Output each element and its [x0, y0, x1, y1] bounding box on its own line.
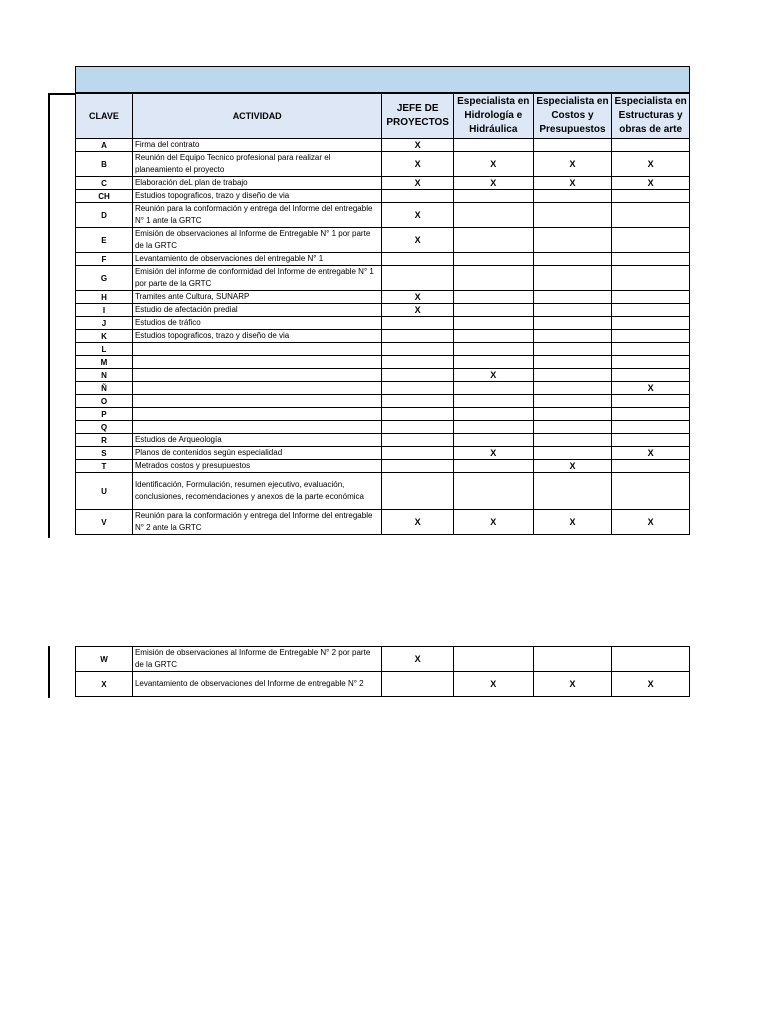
estructuras-mark-cell: [612, 203, 690, 228]
jefe-mark-cell: [382, 266, 453, 291]
jefe-mark-cell: [382, 190, 453, 203]
table-row: [76, 434, 690, 447]
header-hidrologia: Especialista en Hidrología e Hidráulica: [453, 93, 533, 139]
costos-mark-cell: [533, 382, 612, 395]
table-row: [76, 304, 690, 317]
clave-cell: Ñ: [76, 382, 133, 395]
table-row: [76, 369, 690, 382]
estructuras-mark-cell: [612, 266, 690, 291]
jefe-mark-cell: X: [382, 228, 453, 253]
estructuras-mark-cell: X: [612, 382, 690, 395]
jefe-mark-cell: [382, 460, 453, 473]
jefe-mark-cell: X: [382, 291, 453, 304]
hidrologia-mark-cell: [453, 356, 533, 369]
costos-mark-cell: X: [533, 177, 612, 190]
table-row: [76, 672, 690, 697]
estructuras-mark-cell: X: [612, 177, 690, 190]
actividad-cell: Identificación, Formulación, resumen ejecutivo, evaluación, conclusiones, recomendaciones y anexos de la parte económica: [132, 473, 382, 510]
clave-cell: P: [76, 408, 133, 421]
jefe-mark-cell: [382, 330, 453, 343]
table-row: [76, 203, 690, 228]
clave-cell: B: [76, 152, 133, 177]
actividad-cell: Reunión del Equipo Tecnico profesional para realizar el planeamiento el proyecto: [132, 152, 382, 177]
costos-mark-cell: X: [533, 510, 612, 535]
costos-mark-cell: [533, 647, 612, 672]
clave-cell: W: [76, 647, 133, 672]
clave-cell: F: [76, 253, 133, 266]
jefe-mark-cell: [382, 672, 453, 697]
jefe-mark-cell: [382, 343, 453, 356]
clave-cell: D: [76, 203, 133, 228]
table-row: [76, 460, 690, 473]
costos-mark-cell: X: [533, 152, 612, 177]
estructuras-mark-cell: X: [612, 152, 690, 177]
actividad-cell: [132, 395, 382, 408]
clave-cell: E: [76, 228, 133, 253]
costos-mark-cell: [533, 408, 612, 421]
costos-mark-cell: X: [533, 672, 612, 697]
jefe-mark-cell: [382, 395, 453, 408]
actividad-cell: Firma del contrato: [132, 139, 382, 152]
clave-cell: C: [76, 177, 133, 190]
hidrologia-mark-cell: X: [453, 177, 533, 190]
hidrologia-mark-cell: X: [453, 447, 533, 460]
actividad-cell: Emisión de observaciones al Informe de Entregable N° 2 por parte de la GRTC: [132, 647, 382, 672]
table-row: [76, 266, 690, 291]
jefe-mark-cell: [382, 356, 453, 369]
actividad-cell: [132, 356, 382, 369]
jefe-mark-cell: X: [382, 304, 453, 317]
header-jefe-proyectos: JEFE DE PROYECTOS: [382, 93, 453, 139]
actividad-cell: Levantamiento de observaciones del entregable N° 1: [132, 253, 382, 266]
clave-cell: K: [76, 330, 133, 343]
hidrologia-mark-cell: [453, 304, 533, 317]
table-row: [76, 382, 690, 395]
table-row: [76, 395, 690, 408]
table-row: [76, 177, 690, 190]
jefe-mark-cell: X: [382, 203, 453, 228]
costos-mark-cell: [533, 447, 612, 460]
actividad-cell: Emisión de observaciones al Informe de Entregable N° 1 por parte de la GRTC: [132, 228, 382, 253]
table-row: [76, 343, 690, 356]
table-row: [76, 317, 690, 330]
table-row: [76, 473, 690, 510]
hidrologia-mark-cell: [453, 266, 533, 291]
hidrologia-mark-cell: [453, 473, 533, 510]
hidrologia-mark-cell: [453, 382, 533, 395]
costos-mark-cell: X: [533, 460, 612, 473]
clave-cell: O: [76, 395, 133, 408]
costos-mark-cell: [533, 304, 612, 317]
actividad-cell: Estudio de afectación predial: [132, 304, 382, 317]
header-estructuras: Especialista en Estructuras y obras de arte: [612, 93, 690, 139]
estructuras-mark-cell: [612, 228, 690, 253]
costos-mark-cell: [533, 228, 612, 253]
table-row: [76, 447, 690, 460]
table-row: [76, 408, 690, 421]
actividad-cell: [132, 369, 382, 382]
hidrologia-mark-cell: [453, 434, 533, 447]
estructuras-mark-cell: [612, 330, 690, 343]
hidrologia-mark-cell: [453, 330, 533, 343]
hidrologia-mark-cell: [453, 647, 533, 672]
costos-mark-cell: [533, 395, 612, 408]
hidrologia-mark-cell: [453, 408, 533, 421]
jefe-mark-cell: [382, 253, 453, 266]
table-row: [76, 139, 690, 152]
table-row: [76, 190, 690, 203]
clave-cell: Q: [76, 421, 133, 434]
estructuras-mark-cell: [612, 647, 690, 672]
estructuras-mark-cell: [612, 343, 690, 356]
costos-mark-cell: [533, 190, 612, 203]
table-row: [76, 291, 690, 304]
costos-mark-cell: [533, 317, 612, 330]
actividad-cell: Planos de contenidos según especialidad: [132, 447, 382, 460]
estructuras-mark-cell: X: [612, 672, 690, 697]
actividad-cell: Estudios de tráfico: [132, 317, 382, 330]
hidrologia-mark-cell: [453, 190, 533, 203]
hidrologia-mark-cell: [453, 317, 533, 330]
clave-cell: G: [76, 266, 133, 291]
actividad-cell: Levantamiento de observaciones del Informe de entregable N° 2: [132, 672, 382, 697]
estructuras-mark-cell: [612, 473, 690, 510]
costos-mark-cell: [533, 139, 612, 152]
actividad-cell: Elaboración deL plan de trabajo: [132, 177, 382, 190]
jefe-mark-cell: [382, 421, 453, 434]
clave-cell: N: [76, 369, 133, 382]
estructuras-mark-cell: [612, 434, 690, 447]
jefe-mark-cell: [382, 369, 453, 382]
actividad-cell: Reunión para la conformación y entrega del Informe del entregable N° 2 ante la GRTC: [132, 510, 382, 535]
table-row: [76, 253, 690, 266]
hidrologia-mark-cell: X: [453, 510, 533, 535]
jefe-mark-cell: [382, 473, 453, 510]
responsibility-matrix-table: [75, 66, 690, 535]
hidrologia-mark-cell: [453, 291, 533, 304]
costos-mark-cell: [533, 369, 612, 382]
estructuras-mark-cell: [612, 317, 690, 330]
hidrologia-mark-cell: X: [453, 672, 533, 697]
clave-cell: H: [76, 291, 133, 304]
actividad-cell: Reunión para la conformación y entrega del Informe del entregable N° 1 ante la GRTC: [132, 203, 382, 228]
table-row: [76, 421, 690, 434]
clave-cell: I: [76, 304, 133, 317]
costos-mark-cell: [533, 473, 612, 510]
clave-cell: X: [76, 672, 133, 697]
actividad-cell: Metrados costos y presupuestos: [132, 460, 382, 473]
jefe-mark-cell: [382, 382, 453, 395]
costos-mark-cell: [533, 253, 612, 266]
jefe-mark-cell: [382, 317, 453, 330]
hidrologia-mark-cell: [453, 395, 533, 408]
clave-cell: J: [76, 317, 133, 330]
header-clave: CLAVE: [76, 93, 133, 139]
estructuras-mark-cell: [612, 356, 690, 369]
estructuras-mark-cell: [612, 421, 690, 434]
left-border-line-bottom: [48, 646, 50, 698]
clave-cell: U: [76, 473, 133, 510]
costos-mark-cell: [533, 343, 612, 356]
jefe-mark-cell: X: [382, 510, 453, 535]
actividad-cell: [132, 421, 382, 434]
estructuras-mark-cell: [612, 190, 690, 203]
jefe-mark-cell: X: [382, 647, 453, 672]
hidrologia-mark-cell: [453, 203, 533, 228]
hidrologia-mark-cell: [453, 228, 533, 253]
hidrologia-mark-cell: [453, 421, 533, 434]
jefe-mark-cell: [382, 408, 453, 421]
hidrologia-mark-cell: X: [453, 369, 533, 382]
table-row: [76, 228, 690, 253]
header-top-rule: [48, 93, 76, 95]
costos-mark-cell: [533, 434, 612, 447]
estructuras-mark-cell: [612, 408, 690, 421]
estructuras-mark-cell: X: [612, 510, 690, 535]
actividad-cell: Estudios de Arqueología: [132, 434, 382, 447]
clave-cell: V: [76, 510, 133, 535]
estructuras-mark-cell: X: [612, 447, 690, 460]
table-row: [76, 152, 690, 177]
table-header-row: [76, 93, 690, 139]
clave-cell: CH: [76, 190, 133, 203]
costos-mark-cell: [533, 330, 612, 343]
actividad-cell: Estudios topograficos, trazo y diseño de via: [132, 190, 382, 203]
estructuras-mark-cell: [612, 253, 690, 266]
header-actividad: ACTIVIDAD: [132, 93, 382, 139]
estructuras-mark-cell: [612, 139, 690, 152]
jefe-mark-cell: [382, 434, 453, 447]
actividad-cell: [132, 382, 382, 395]
actividad-cell: [132, 343, 382, 356]
hidrologia-mark-cell: [453, 253, 533, 266]
costos-mark-cell: [533, 421, 612, 434]
actividad-cell: Estudios topograficos, trazo y diseño de via: [132, 330, 382, 343]
jefe-mark-cell: X: [382, 152, 453, 177]
estructuras-mark-cell: [612, 395, 690, 408]
clave-cell: M: [76, 356, 133, 369]
jefe-mark-cell: [382, 447, 453, 460]
header-costos: Especialista en Costos y Presupuestos: [533, 93, 612, 139]
table-row: [76, 647, 690, 672]
responsibility-matrix-continuation: [75, 646, 690, 697]
left-border-line: [48, 94, 50, 538]
clave-cell: S: [76, 447, 133, 460]
hidrologia-mark-cell: [453, 460, 533, 473]
estructuras-mark-cell: [612, 291, 690, 304]
clave-cell: R: [76, 434, 133, 447]
estructuras-mark-cell: [612, 304, 690, 317]
costos-mark-cell: [533, 291, 612, 304]
table-row: [76, 330, 690, 343]
actividad-cell: Tramites ante Cultura, SUNARP: [132, 291, 382, 304]
hidrologia-mark-cell: [453, 343, 533, 356]
actividad-cell: [132, 408, 382, 421]
costos-mark-cell: [533, 203, 612, 228]
clave-cell: L: [76, 343, 133, 356]
jefe-mark-cell: X: [382, 139, 453, 152]
actividad-cell: Emisión del informe de conformidad del Informe de entregable N° 1 por parte de la GRTC: [132, 266, 382, 291]
table-row: [76, 356, 690, 369]
table-row: [76, 510, 690, 535]
jefe-mark-cell: X: [382, 177, 453, 190]
table-title-band: [76, 67, 690, 94]
clave-cell: T: [76, 460, 133, 473]
estructuras-mark-cell: [612, 369, 690, 382]
costos-mark-cell: [533, 266, 612, 291]
hidrologia-mark-cell: X: [453, 152, 533, 177]
costos-mark-cell: [533, 356, 612, 369]
estructuras-mark-cell: [612, 460, 690, 473]
clave-cell: A: [76, 139, 133, 152]
hidrologia-mark-cell: [453, 139, 533, 152]
